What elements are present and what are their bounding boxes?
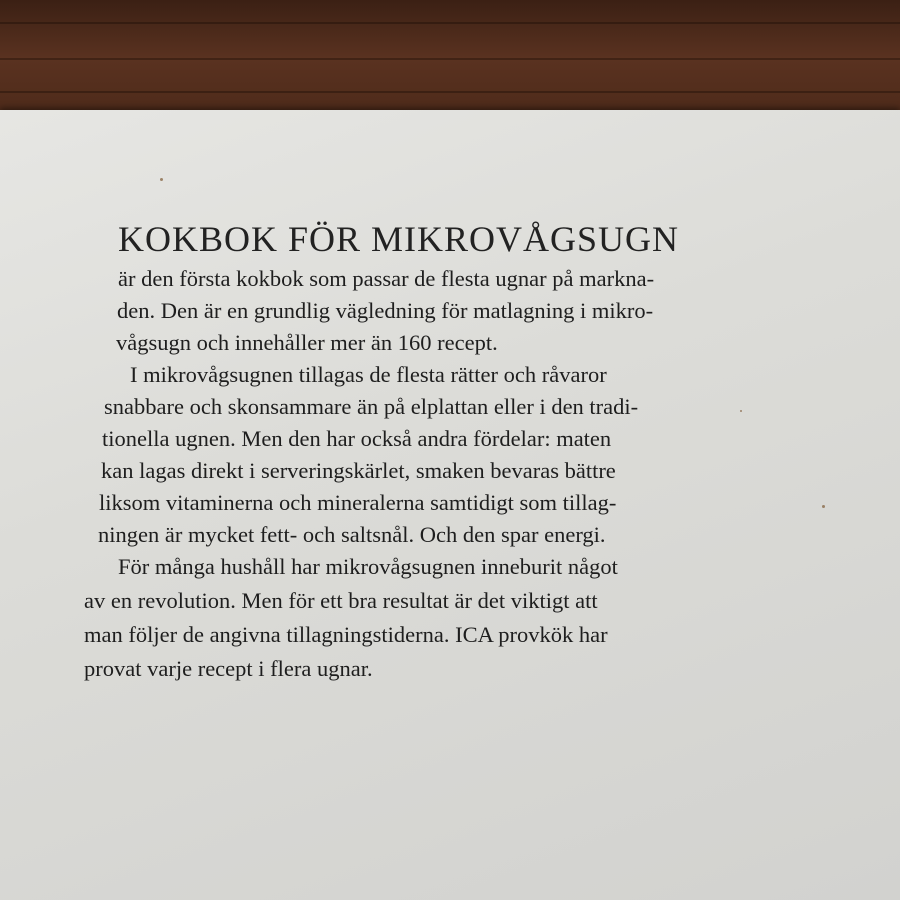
paper-speck — [740, 410, 742, 412]
blurb-line: vågsugn och innehåller mer än 160 recept. — [116, 330, 498, 355]
blurb-line: snabbare och skonsammare än på elplattan eller i den tradi- — [104, 394, 639, 419]
wood-grain — [0, 22, 900, 24]
blurb-line: den. Den är en grundlig vägledning för matlagning i mikro- — [117, 298, 654, 323]
book-title: KOKBOK FÖR MIKROVÅGSUGN — [118, 219, 680, 259]
blurb-line: För många hushåll har mikrovågsugnen inneburit något — [118, 554, 618, 579]
blurb-line: man följer de angivna tillagningstiderna. ICA provkök har — [84, 622, 608, 647]
blurb-line: av en revolution. Men för ett bra resultat är det viktigt att — [84, 588, 598, 613]
blurb-line: tionella ugnen. Men den har också andra fördelar: maten — [102, 426, 612, 451]
wood-grain — [0, 91, 900, 93]
blurb-line: provat varje recept i flera ugnar. — [84, 656, 373, 681]
paper-speck — [160, 178, 163, 181]
blurb-line: är den första kokbok som passar de flesta ugnar på markna- — [118, 266, 655, 291]
blurb-line: kan lagas direkt i serveringskärlet, smaken bevaras bättre — [101, 458, 616, 483]
blurb-line: ningen är mycket fett- och saltsnål. Och den spar energi. — [98, 522, 606, 547]
wood-grain — [0, 58, 900, 60]
blurb-line: I mikrovågsugnen tillagas de flesta rätter och råvaror — [130, 362, 607, 387]
blurb-line: liksom vitaminerna och mineralerna samtidigt som tillag- — [99, 490, 617, 515]
paper-speck — [822, 505, 825, 508]
